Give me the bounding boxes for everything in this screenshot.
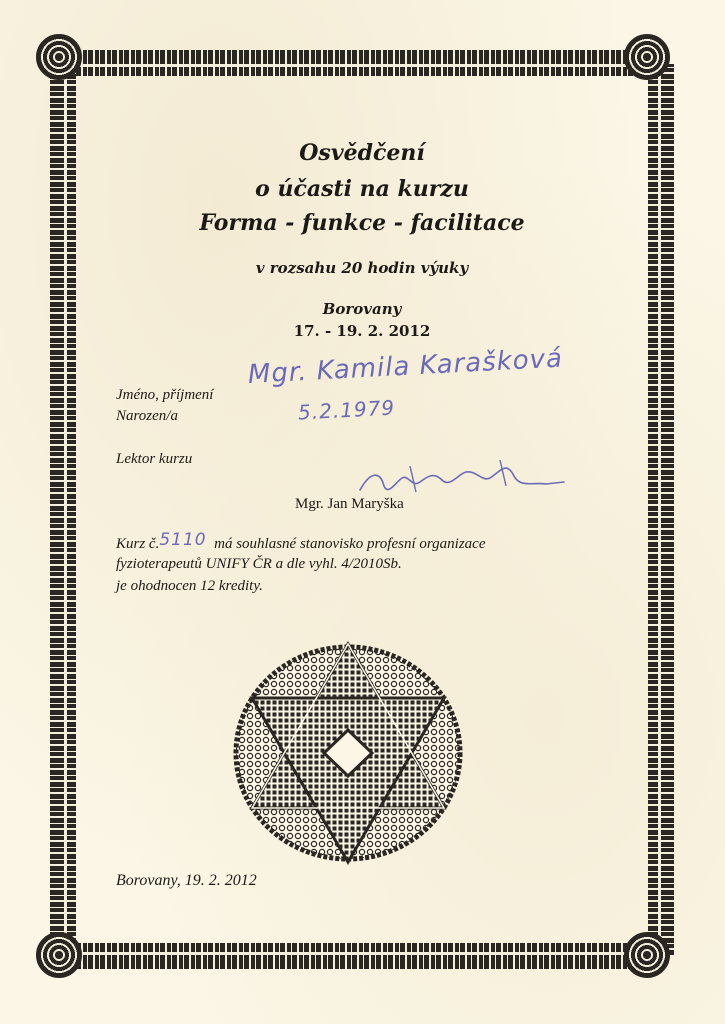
spiral-corner-icon — [624, 34, 670, 80]
course-accreditation-text: má souhlasné stanovisko profesní organizace — [214, 536, 486, 552]
participant-birth-handwritten: 5.2.1979 — [297, 395, 396, 425]
course-name: Forma - funkce - facilitace — [199, 210, 525, 236]
spiral-corner-icon — [624, 932, 670, 978]
participant-name-label: Jméno, příjmení — [116, 387, 214, 403]
course-number-handwritten: 5110 — [159, 530, 207, 550]
course-location: Borovany — [322, 300, 402, 318]
course-credits-line: je ohodnocen 12 kredity. — [116, 578, 263, 594]
participant-name-handwritten: Mgr. Kamila Karašková — [247, 343, 564, 390]
lecturer-signature — [350, 452, 570, 502]
lecturer-label: Lektor kurzu — [116, 451, 193, 467]
certificate-subtitle: o účasti na kurzu — [255, 176, 469, 202]
spiral-corner-icon — [36, 34, 82, 80]
lecturer-name: Mgr. Jan Maryška — [295, 496, 404, 512]
course-number-prefix: Kurz č. — [116, 536, 160, 552]
participant-birth-label: Narozen/a — [116, 408, 178, 424]
star-of-david-mosaic-icon — [230, 640, 466, 866]
course-accreditation-line-2: fyzioterapeutů UNIFY ČR a dle vyhl. 4/2010Sb. — [116, 556, 402, 572]
course-accreditation-line-1 — [116, 530, 486, 553]
certificate-title: Osvědčení — [299, 140, 425, 166]
spiral-corner-icon — [36, 932, 82, 978]
issue-place-date: Borovany, 19. 2. 2012 — [116, 872, 257, 889]
course-dates: 17. - 19. 2. 2012 — [293, 322, 431, 340]
course-scope: v rozsahu 20 hodin výuky — [255, 259, 469, 277]
